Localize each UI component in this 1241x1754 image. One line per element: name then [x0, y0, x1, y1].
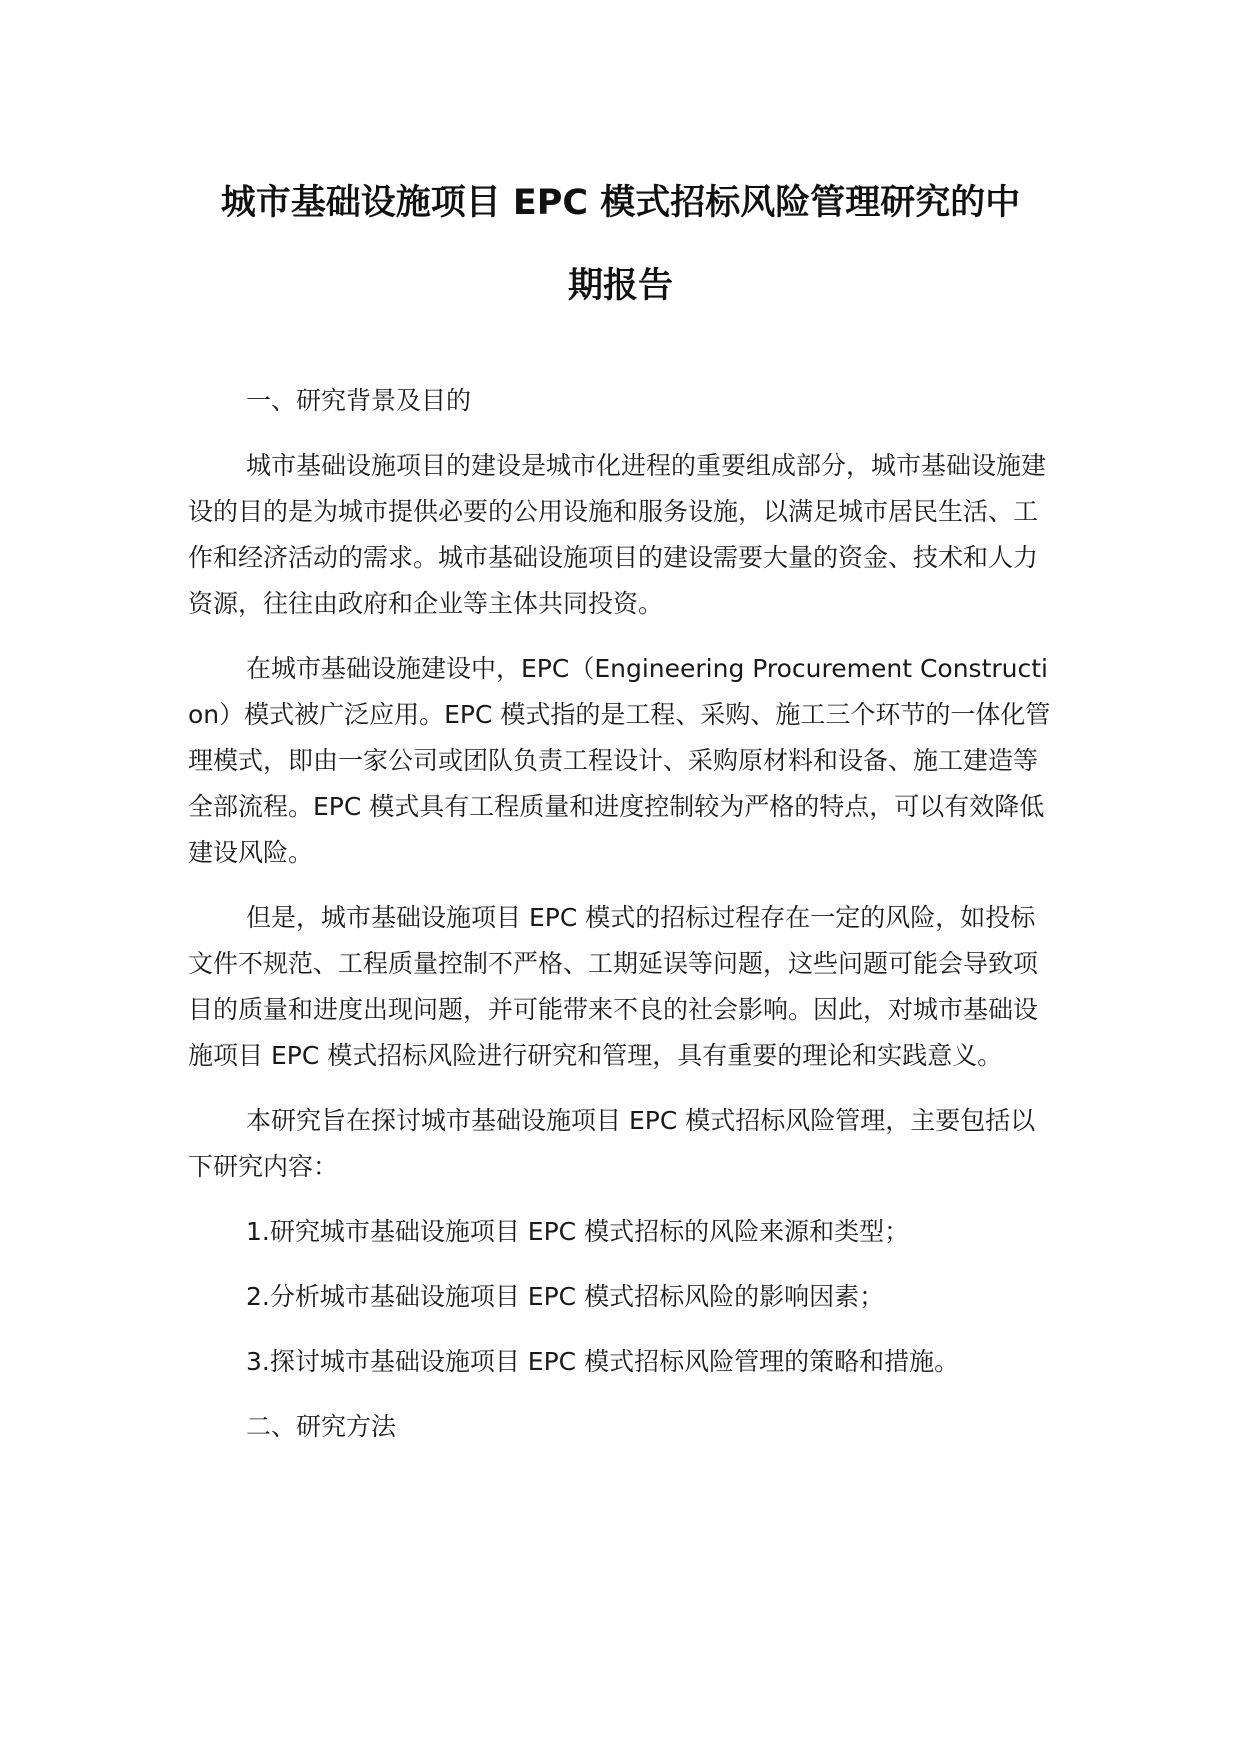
- paragraph-1: 城市基础设施项目的建设是城市化进程的重要组成部分，城市基础设施建设的目的是为城市提供必要的公用设施和服务设施，以满足城市居民生活、工作和经济活动的需求。城市基础设施项目的建设需要大量的资金、技术和人力资源，往往由政府和企业等主体共同投资。: [188, 451, 1047, 618]
- document-body: [188, 378, 1058, 1469]
- paragraph-2: 在城市基础设施建设中，EPC（Engineering Procurement Construction）模式被广泛应用。EPC 模式指的是工程、采购、施工三个环节的一体化管理模式，即由一家公司或团队负责工程设计、采购原材料和设备、施工建造等全部流程。EPC 模式具有工程质量和进度控制较为严格的特点，可以有效降低建设风险。: [188, 654, 1051, 867]
- list-item-3: 3.探讨城市基础设施项目 EPC 模式招标风险管理的策略和措施。: [246, 1347, 960, 1376]
- document-title-line-2: 期报告: [567, 266, 673, 306]
- section-heading-background: 一、研究背景及目的: [246, 386, 472, 415]
- list-item-1: 1.研究城市基础设施项目 EPC 模式招标的风险来源和类型；: [246, 1217, 910, 1246]
- paragraph-3: 但是，城市基础设施项目 EPC 模式的招标过程存在一定的风险，如投标文件不规范、工程质量控制不严格、工期延误等问题，这些问题可能会导致项目的质量和进度出现问题，并可能带来不良的社会影响。因此，对城市基础设施项目 EPC 模式招标风险进行研究和管理，具有重要的理论和实践意义。: [188, 903, 1039, 1070]
- list-item-2: 2.分析城市基础设施项目 EPC 模式招标风险的影响因素；: [246, 1282, 885, 1311]
- section-heading-methods: 二、研究方法: [246, 1412, 397, 1441]
- document-title-line-1: 城市基础设施项目 EPC 模式招标风险管理研究的中: [220, 183, 1021, 223]
- paragraph-4: 本研究旨在探讨城市基础设施项目 EPC 模式招标风险管理，主要包括以下研究内容：: [188, 1106, 1036, 1181]
